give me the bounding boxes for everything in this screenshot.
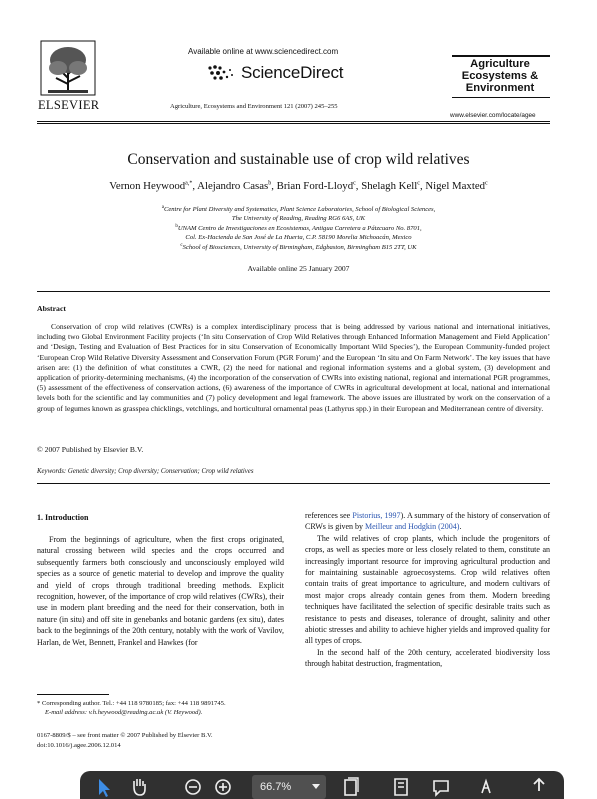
highlight-icon[interactable] bbox=[478, 777, 496, 797]
keywords-divider bbox=[37, 483, 550, 484]
abstract-divider bbox=[37, 291, 550, 292]
affil-line: The University of Reading, Reading RG6 6AS, UK bbox=[231, 215, 366, 223]
issn-line: 0167-8809/$ – see front matter © 2007 Published by Elsevier B.V. bbox=[37, 732, 213, 739]
footnote-email: E-mail address: v.h.heywood@reading.ac.uk (V. Heywood). bbox=[45, 709, 203, 716]
abstract-paragraph: Conservation of crop wild relatives (CWRs) is a complex interdisciplinary process that is being addressed by various national and international initiatives, including two Global Environment Facility projects (‘In situ Conservation of Crop Wild Relatives through Enhanced Information Management and Field Application’ and ‘Design, Testing and Evaluation of Best Practices for in situ Conservation of Economically Important Wild Species’), the European Community-funded project ‘European Crop Wild Relative Diversity Assessment and Conservation Forum (PGR Forum)’ and the European ‘In situ and On Farm Network’. The key issues that have arisen are: (1) the definition of what constitutes a CWR, (2) the need for national and regional information systems and a global system, (3) development and application of priority-determining mechanisms, (4) the incorporation of the conservation of CWRs into existing national, regional and international PGR programmes, (5) assessment of the effectiveness of conservation actions, (6) awareness of the importance of CWRs in agricultural development at local, national and international levels both for the scientific and lay communities and (7) policy development and legal framework. The above issues are illustrated by work on the conservation of a group of legumes known as grasspea chicklings, vetchlings, and horticultural ornamental peas (Lathyrus spp.) in their European and Mediterranean centre of diversity. bbox=[37, 322, 550, 413]
sciencedirect-logo bbox=[206, 63, 343, 83]
affil-line: Col. Ex-Hacienda de San José de La Huerta, C.P. 58190 Morelia Michoacán, Mexico bbox=[185, 234, 412, 242]
abstract-body bbox=[37, 322, 550, 414]
author-name: Brian Ford-Lloyd bbox=[276, 180, 354, 192]
header-divider bbox=[37, 121, 550, 122]
available-date: Available online 25 January 2007 bbox=[247, 264, 350, 273]
zoom-out-icon[interactable] bbox=[184, 777, 202, 797]
section-heading: 1. Introduction bbox=[37, 513, 89, 522]
sciencedirect-dots-icon bbox=[206, 64, 236, 82]
footnote-rule bbox=[37, 694, 109, 695]
body-paragraph: From the beginnings of agriculture, when the first crops originated, natural crossing between wild species and the crops occurred and subsequently farmers both consciously and unconsciously employed wild species as a source of genetic material to develop and improve the quality and yield of crops through traditional breeding methods. Explicit recognition, however, of the importance of crop wild relatives (CWRs), their use in modern plant breeding and the need for their conservation, both in nature (in situ) and off site in genebanks and botanic gardens (ex situ), dates back to the beginnings of the 20th century, notably with the work of Vavilov, Harlan, de Wet, Bennett, Frankel and Hawkes (for bbox=[37, 535, 284, 647]
author-list: Vernon Heywood$^{a,*}$, Alejandro Casas$^b$, Brian Ford-Lloyd$^c$, Shelagh Kell$^c$, Nigel Maxted$^c$ bbox=[109, 180, 488, 192]
journal-title-line2: Ecosystems & bbox=[461, 70, 539, 82]
affil-line: School of Biosciences, University of Birmingham, Edgbaston, Birmingham B15 2TT, UK bbox=[182, 244, 417, 252]
affiliation-c bbox=[0, 241, 597, 252]
header-divider-2 bbox=[37, 123, 550, 124]
zoom-in-icon[interactable] bbox=[214, 777, 232, 797]
affiliation-a bbox=[0, 203, 597, 223]
comment-icon[interactable] bbox=[432, 777, 450, 797]
author-affil-mark: c bbox=[417, 180, 420, 187]
body-paragraph: In the second half of the 20th century, accelerated biodiversity loss through habitat destruction, fragmentation, bbox=[305, 647, 550, 669]
journal-homepage[interactable]: www.elsevier.com/locate/agee bbox=[450, 112, 536, 119]
body-paragraph bbox=[305, 510, 550, 533]
author-name: Shelagh Kell bbox=[361, 180, 418, 192]
fit-page-icon[interactable] bbox=[392, 777, 410, 797]
text-run: . bbox=[459, 522, 462, 532]
zoom-value: 66.7% bbox=[260, 781, 292, 793]
author-affil-mark: a,* bbox=[185, 180, 193, 187]
author-affil-mark: c bbox=[485, 180, 488, 187]
affiliation-b bbox=[0, 222, 597, 242]
affil-mark: c bbox=[180, 243, 183, 248]
zoom-select[interactable] bbox=[252, 775, 326, 799]
author-name: Alejandro Casas bbox=[197, 180, 269, 192]
hand-icon[interactable] bbox=[130, 777, 148, 797]
share-icon[interactable] bbox=[530, 777, 548, 797]
journal-title-line1: Agriculture bbox=[470, 58, 530, 70]
available-online: Available online at www.sciencedirect.com bbox=[188, 47, 339, 56]
journal-rule-bottom bbox=[452, 97, 550, 98]
chevron-down-icon bbox=[312, 784, 320, 789]
journal-title-line3: Environment bbox=[465, 82, 535, 94]
abstract-heading: Abstract bbox=[37, 304, 67, 313]
author-name: Vernon Heywood bbox=[109, 180, 186, 192]
elsevier-tree-logo bbox=[40, 40, 96, 100]
page-icon[interactable] bbox=[342, 777, 360, 797]
journal-title-box bbox=[450, 58, 550, 94]
article-title: Conservation and sustainable use of crop wild relatives bbox=[127, 151, 470, 168]
footnote-corresponding: * Corresponding author. Tel.: +44 118 9780185; fax: +44 118 9891745. bbox=[37, 700, 226, 707]
author-affil-mark: b bbox=[268, 180, 272, 187]
doi-line[interactable]: doi:10.1016/j.agee.2006.12.014 bbox=[37, 741, 121, 749]
pointer-icon[interactable] bbox=[96, 777, 114, 797]
journal-citation: Agriculture, Ecosystems and Environment 121 (2007) 245–255 bbox=[170, 103, 338, 110]
footnote bbox=[37, 699, 287, 717]
affil-mark: b bbox=[175, 224, 178, 229]
affil-line: Centre for Plant Diversity and Systematics, Plant Science Laboratories, School of Biological Sciences, bbox=[163, 206, 436, 214]
column-left bbox=[37, 534, 284, 648]
issn-block bbox=[37, 731, 297, 750]
abstract-copyright: © 2007 Published by Elsevier B.V. bbox=[37, 445, 144, 454]
pdf-viewer-toolbar bbox=[80, 771, 564, 799]
keywords: Keywords: Genetic diversity; Crop diversity; Conservation; Crop wild relatives bbox=[37, 468, 254, 475]
reference-link[interactable]: Pistorius, 1997 bbox=[352, 511, 401, 520]
reference-link[interactable]: Meilleur and Hodgkin (2004) bbox=[365, 522, 460, 532]
text-run: references see bbox=[305, 511, 353, 520]
column-right bbox=[305, 510, 550, 670]
publisher-name: ELSEVIER bbox=[38, 98, 100, 112]
sciencedirect-wordmark: ScienceDirect bbox=[241, 63, 344, 82]
author-name: Nigel Maxted bbox=[425, 180, 486, 192]
journal-rule-top bbox=[452, 55, 550, 57]
body-paragraph: The wild relatives of crop plants, which include the progenitors of crops, as well as species more or less closely related to them, constitute an increasingly important resource for improving agricultural production and for maintaining sustainable agroecosystems. Crop wild relatives often contain traits of great importance to agriculture, and modern cultivars of most major crops already contain genes from them. Modern breeding techniques have facilitated the selection of specific desirable traits such as resistance to pests and diseases, tolerance of drought, salinity and other abiotic stresses and ability to achieve higher yields and improved quality for all types of crops. bbox=[305, 533, 550, 646]
affil-mark: a bbox=[161, 205, 164, 210]
author-affil-mark: c bbox=[353, 180, 356, 187]
text-run: ). A summary of the history of conservation of CRWs is given by bbox=[305, 511, 550, 532]
affil-line: UNAM Centro de Investigaciones en Ecosistemas, Antigua Carretera a Pátzcuaro No. 8701, bbox=[177, 225, 422, 233]
